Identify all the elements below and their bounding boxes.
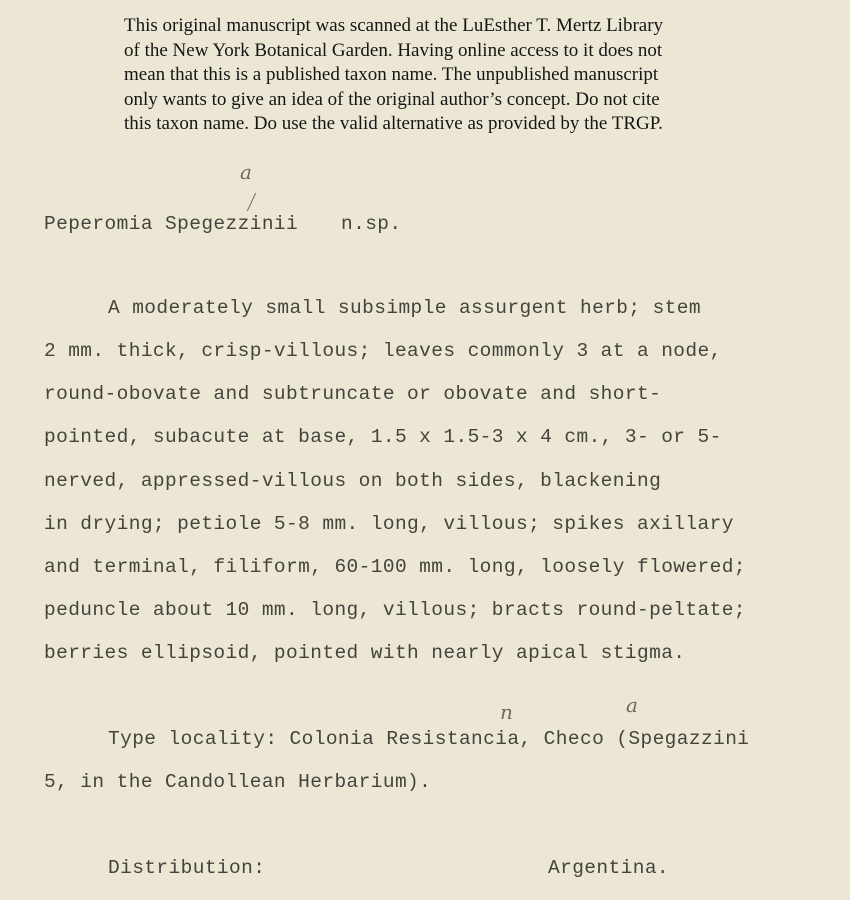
notice-line: this taxon name. Do use the valid alternative as provided by the TRGP.	[124, 113, 663, 134]
type-locality-line: Type locality: Colonia Resistancia, Checo (Spegazzini	[108, 728, 750, 750]
description-line: peduncle about 10 mm. long, villous; bracts round-peltate;	[44, 599, 746, 621]
handwritten-correction: a	[626, 693, 638, 717]
type-locality-line: 5, in the Candollean Herbarium).	[44, 771, 432, 793]
handwritten-correction: a	[240, 160, 252, 184]
distribution-label: Distribution:	[108, 857, 266, 879]
description-line: nerved, appressed-villous on both sides, blackening	[44, 470, 662, 492]
notice-line: This original manuscript was scanned at the LuEsther T. Mertz Library	[124, 15, 664, 36]
description-line: 2 mm. thick, crisp-villous; leaves commonly 3 at a node,	[44, 340, 722, 362]
correction-caret	[247, 193, 256, 212]
notice-line: of the New York Botanical Garden. Having online access to it does not	[124, 39, 663, 61]
notice-line: mean that this is a published taxon name. The unpublished manuscript	[124, 64, 659, 85]
description-line: in drying; petiole 5-8 mm. long, villous; spikes axillary	[44, 513, 734, 535]
species-rank: n.sp.	[341, 213, 402, 235]
handwritten-correction: n	[500, 700, 513, 724]
distribution-value: Argentina.	[548, 857, 670, 879]
library-notice	[124, 14, 764, 137]
description-line: and terminal, filiform, 60-100 mm. long, loosely flowered;	[44, 556, 746, 578]
description-line: pointed, subacute at base, 1.5 x 1.5-3 x 4 cm., 3- or 5-	[44, 426, 722, 448]
description-line: round-obovate and subtruncate or obovate and short-	[44, 383, 662, 405]
description-line: A moderately small subsimple assurgent herb; stem	[108, 297, 701, 319]
species-name: Peperomia Spegezzinii	[44, 213, 299, 235]
description-line: berries ellipsoid, pointed with nearly apical stigma.	[44, 642, 686, 664]
notice-line: only wants to give an idea of the original author’s concept. Do not cite	[124, 88, 660, 110]
